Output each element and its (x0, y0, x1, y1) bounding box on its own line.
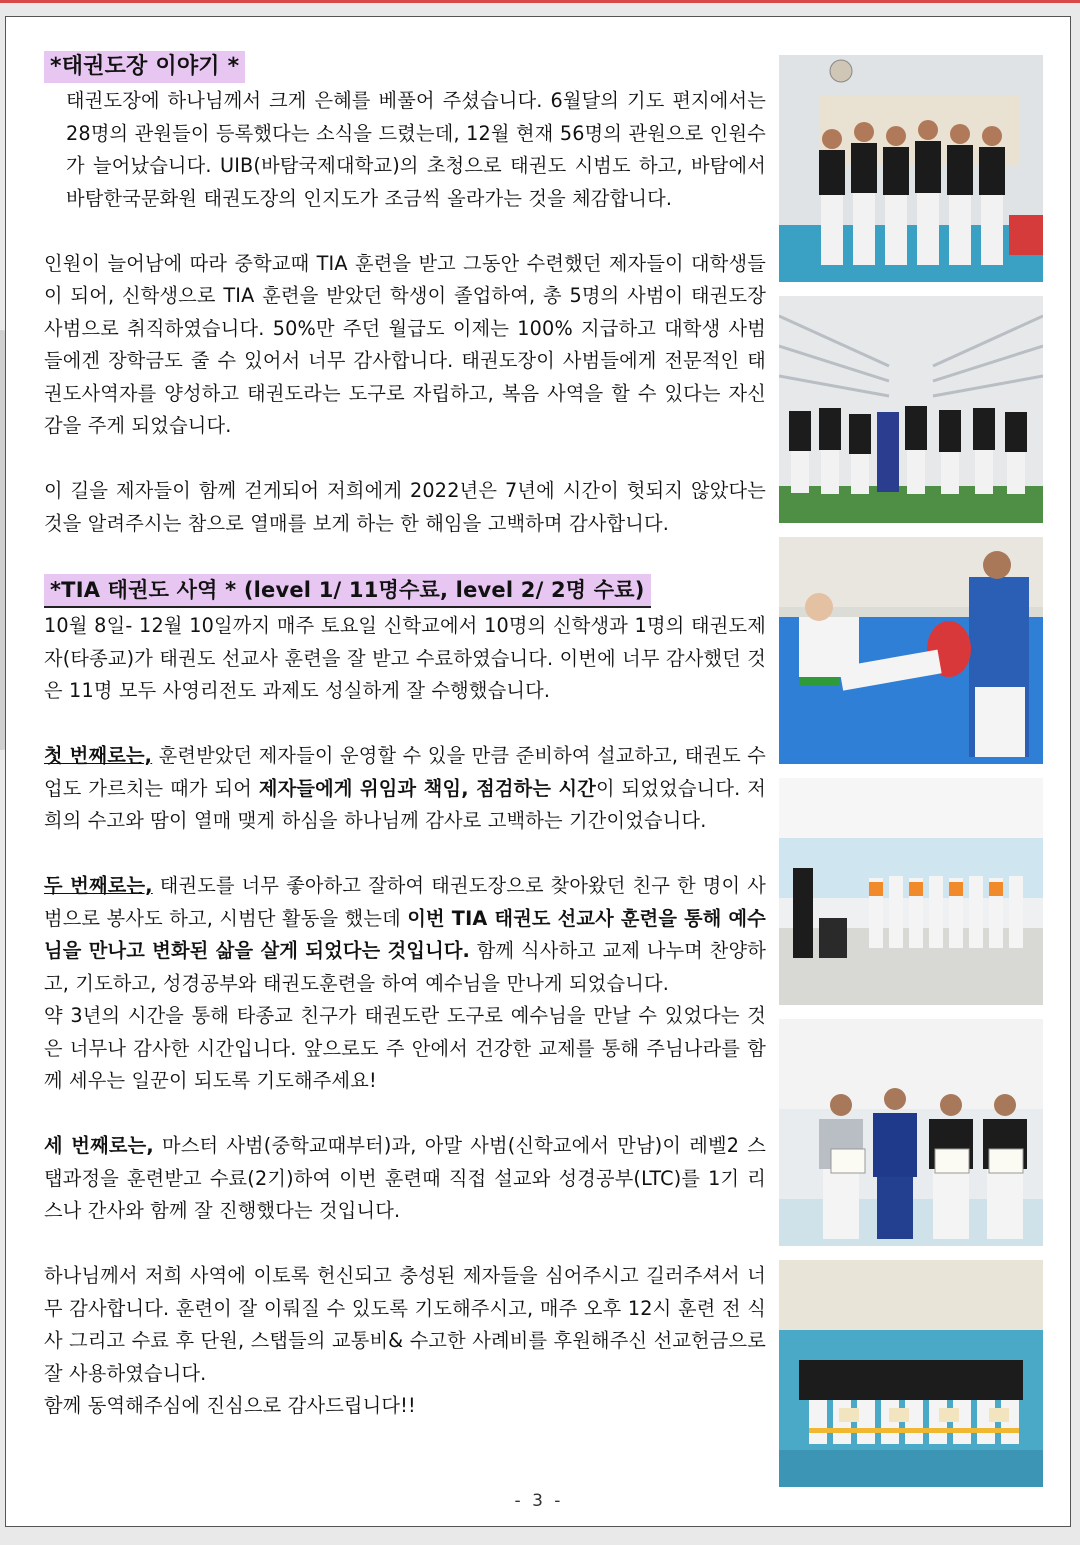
second-text-bold: 이번 TIA 태권도 선교사 훈련을 통해 예수님을 만나고 변화된 삶을 살게 되었다는 것입니다. (44, 906, 767, 962)
photo-atrium-group (779, 296, 1043, 523)
paragraph-dojang-3: 이 길을 제자들이 함께 걷게되어 저희에게 2022년은 7년에 시간이 헛되지 않았다는 것을 알려주시는 참으로 열매를 보게 하는 한 해임을 고백하며 감사합니다. (44, 479, 766, 535)
first-text-b: 이 되었었습니다. 저희의 수고와 땀이 열매 맺게 하심을 하나님께 감사로 고백하는 기간이었습니다. (44, 776, 766, 832)
first-text-a: 훈련받았던 제자들이 운영할 수 있을 만큼 준비하여 설교하고, 태권도 수업도 가르치는 때가 되어 (44, 744, 767, 800)
paragraph-dojang-2: 인원이 늘어남에 따라 중학교때 TIA 훈련을 받고 그동안 수련했던 제자들이 대학생들이 되어, 신학생으로 TIA 훈련을 받았던 학생이 졸업하여, 총 5명의 사범이 태권도장 사범으로 취직하였습니다. 50%만 주던 월급도 이제는 100% 지급하고 대학생 사범들에겐 장학금도 줄 수 있어서 너무 감사합니다. 태권도장이 사범들에게 전문적인 태권도사역자를 양성하고 태권도라는 도구로 자립하고, 복음 사역을 할 수 있다는 자신감을 주게 되었습니다. (44, 251, 766, 437)
paragraph-tia-intro: 10월 8일- 12월 10일까지 매주 토요일 신학교에서 10명의 신학생과 1명의 태권도제자(타종교)가 태권도 선교사 훈련을 잘 받고 수료하였습니다. 이번에 너무 감사했던 것은 11명 모두 사영리전도 과제도 성실하게 잘 수행했습니다. (44, 614, 766, 702)
top-accent-line (0, 0, 1080, 3)
section-title-tia: *TIA 태권도 사역 * (level 1/ 11명수료, level 2/ 2명 수료) (44, 574, 651, 608)
first-label: 첫 번째로는, (44, 744, 153, 767)
photo-hall-lineup (779, 778, 1043, 1005)
page-number: - 3 - (514, 1491, 564, 1511)
third-text-a: 마스터 사범(중학교때부터)과, 아말 사범(신학교에서 만남)이 레벨2 스탭과정을 훈련받고 수료(2기)하여 이번 훈련때 직접 설교와 성경공부(LTC)를 1기 리스나 간사와 함께 잘 진행했다는 것입니다. (44, 1134, 766, 1222)
paragraph-first (44, 740, 766, 838)
second-text-b: 함께 식사하고 교제 나누며 찬양하고, 기도하고, 성경공부와 태권도훈련을 하여 예수님을 만나게 되었습니다. (44, 939, 766, 995)
text-column (44, 51, 766, 1423)
first-text-bold: 제자들에게 위임과 책임, 점검하는 시간 (258, 776, 597, 800)
photo-group-banner (779, 55, 1043, 282)
second-text-a: 태권도를 너무 좋아하고 잘하여 태권도장으로 찾아왔던 친구 한 명이 사범으로 봉사도 하고, 시범단 활동을 했는데 (44, 874, 767, 930)
paragraph-closing-end: 함께 동역해주심에 진심으로 감사드립니다!! (44, 1394, 416, 1417)
document-page (5, 16, 1071, 1527)
paragraph-third (44, 1130, 766, 1228)
photo-big-group (779, 1260, 1043, 1487)
photo-certificate-holders (779, 1019, 1043, 1246)
photo-kick-practice (779, 537, 1043, 764)
third-label: 세 번째로는, (44, 1134, 154, 1157)
paragraph-second-cont: 약 3년의 시간을 통해 타종교 친구가 태권도란 도구로 예수님을 만날 수 있었다는 것은 너무나 감사한 시간입니다. 앞으로도 주 안에서 건강한 교제를 통해 주님나라를 함께 세우는 일꾼이 되도록 기도해주세요! (44, 1004, 766, 1092)
second-label: 두 번째로는, (44, 874, 153, 897)
paragraph-second (44, 870, 766, 1000)
photo-column (779, 55, 1043, 1501)
paragraph-closing: 하나님께서 저희 사역에 이토록 헌신되고 충성된 제자들을 심어주시고 길러주셔서 너무 감사합니다. 훈련이 잘 이뤄질 수 있도록 기도해주시고, 매주 오후 12시 훈련 전 식사 그리고 수료 후 단원, 스탭들의 교통비& 수고한 사례비를 후원해주신 선교헌금으로 잘 사용하였습니다. (44, 1264, 766, 1385)
section-title-dojang: *태권도장 이야기 * (44, 51, 245, 83)
paragraph-dojang-1: 태권도장에 하나님께서 크게 은혜를 베풀어 주셨습니다. 6월달의 기도 편지에서는 28명의 관원들이 등록했다는 소식을 드렸는데, 12월 현재 56명의 관원으로 인원수가 늘어났습니다. UIB(바탐국제대학교)의 초청으로 태권도 시범도 하고, 바탐에서 바탐한국문화원 태권도장의 인지도가 조금씩 올라가는 것을 체감합니다. (66, 89, 766, 210)
